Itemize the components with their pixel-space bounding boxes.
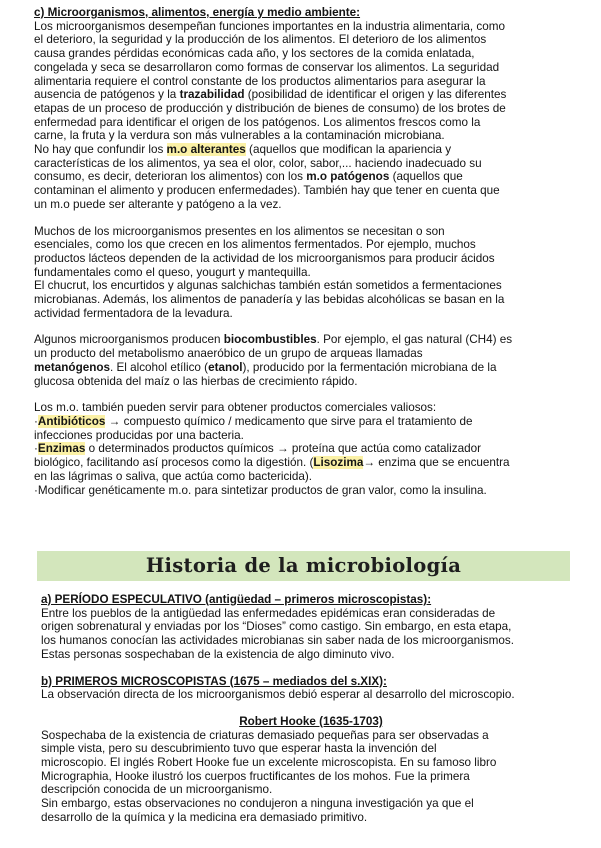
section-a-heading: a) PERÍODO ESPECULATIVO (antigüedad – primeros microscopistas):	[41, 593, 432, 606]
section-a-paragraph: Entre los pueblos de la antigüedad las enfermedades epidémicas eran consideradas de origen sobrenatural y enviadas por los “Dioses” como castigo. Sin embargo, en esta etapa, los humanos conocían las actividades microbianas sin saber nada de los microorganismos. Estas personas sospechaban de la existencia de algo diminuto vivo.	[41, 606, 514, 661]
term-mo-patogenos: m.o patógenos	[306, 170, 390, 184]
hooke-paragraph: Sospechaba de la existencia de criaturas demasiado pequeñas para ser observadas a simple vista, pero su descubrimiento tuvo que esperar hasta la invención del microscopio. El inglés Robert Hooke fue un excelente microscopista. En su famoso libro Micrographia, Hooke ilustró los cuerpos fructificantes de los mohos. Fue la primera descripción conocida de un microorganismo. Sin embargo, estas observaciones no condujeron a ninguna investigación ya que el desarrollo de la química y la medicina era demasiado primitivo.	[41, 728, 497, 824]
history-title: Historia de la microbiología	[145, 554, 462, 578]
section-c-paragraph-3: Algunos microorganismos producen biocombustibles. Por ejemplo, el gas natural (CH4) es un producto del metabolismo anaeróbico de un grupo de arqueas llamadas metanógenos. El alcohol etílico (etanol), producido por la fermentación microbiana de la glucosa obtenida del maíz o las hierbas de crecimiento rápido.	[34, 333, 513, 388]
term-enzimas: Enzimas	[37, 442, 86, 456]
term-trazabilidad: trazabilidad	[179, 88, 245, 102]
term-metanogenos: metanógenos	[34, 360, 110, 374]
lower-text	[41, 593, 581, 825]
term-antibioticos: Antibióticos	[37, 414, 106, 428]
section-c-heading: c) Microorganismos, alimentos, energía y medio ambiente:	[34, 6, 361, 19]
section-b-paragraph: La observación directa de los microorganismos debió esperar al desarrollo del microscopio.	[41, 688, 515, 702]
term-etanol: etanol	[208, 360, 243, 374]
term-lisozima: Lisozima	[313, 456, 364, 470]
history-banner	[37, 551, 570, 581]
term-mo-alterantes: m.o alterantes	[166, 143, 246, 157]
section-b-heading: b) PRIMEROS MICROSCOPISTAS (1675 – mediados del s.XIX):	[41, 674, 387, 688]
hooke-heading: Robert Hooke (1635-1703)	[239, 714, 383, 728]
section-c-paragraph-1: Los microorganismos desempeñan funciones importantes en la industria alimentaria, como el deterioro, la seguridad y la producción de los alimentos. El deterioro de los alimentos causa grandes pérdidas económicas cada año, y los sectores de la comida enlatada, congelada y seca se desarrollaron como formas de conservar los alimentos. La seguridad alimentaria requiere el control constante de los productos alimentarios para asegurar la ausencia de patógenos y la trazabilidad (posibilidad de identificar el origen y las diferentes etapas de un proceso de producción y distribución de bienes de consumo) de los brotes de enfermedad para identificar el origen de los patógenos. Los alimentos frescos como la carne, la fruta y la verdura son más vulnerables a la contaminación microbiana. No hay que confundir los m.o alterantes (aquellos que modifican la apariencia y características de los alimentos, ya sea el olor, color, sabor,... haciendo inadecuado su consumo, es decir, deterioran los alimentos) con los m.o patógenos (aquellos que contaminan el alimento y producen enfermedades). También hay que tener en cuenta que un m.o puede ser alterante y patógeno a la vez.	[34, 19, 507, 211]
section-c-paragraph-4: Los m.o. también pueden servir para obtener productos comerciales valiosos: ·Antibióticos → compuesto químico / medicamento que sirve para el tratamiento de infecciones producidas por una bacteria. ·Enzimas o determinados productos químicos → proteína que actúa como catalizador biológico, facilitando así procesos como la digestión. (Lisozima→ enzima que se encuentra en las lágrimas o saliva, que actúa como bactericida). ·Modificar genéticamente m.o. para sintetizar productos de gran valor, como la insulina.	[34, 401, 510, 497]
upper-text	[34, 6, 574, 497]
term-biocombustibles: biocombustibles	[223, 333, 317, 347]
section-c-paragraph-2: Muchos de los microorganismos presentes en los alimentos se necesitan o son esenciales, como los que crecen en los alimentos fermentados. Por ejemplo, muchos productos lácteos dependen de la actividad de los microorganismos para producir ácidos fundamentales como el queso, yougurt y mantequilla. El chucrut, los encurtidos y algunas salchichas también están sometidos a fermentaciones microbianas. Además, los alimentos de panadería y las bebidas alcohólicas se basan en la actividad fermentadora de la levadura.	[34, 224, 505, 320]
